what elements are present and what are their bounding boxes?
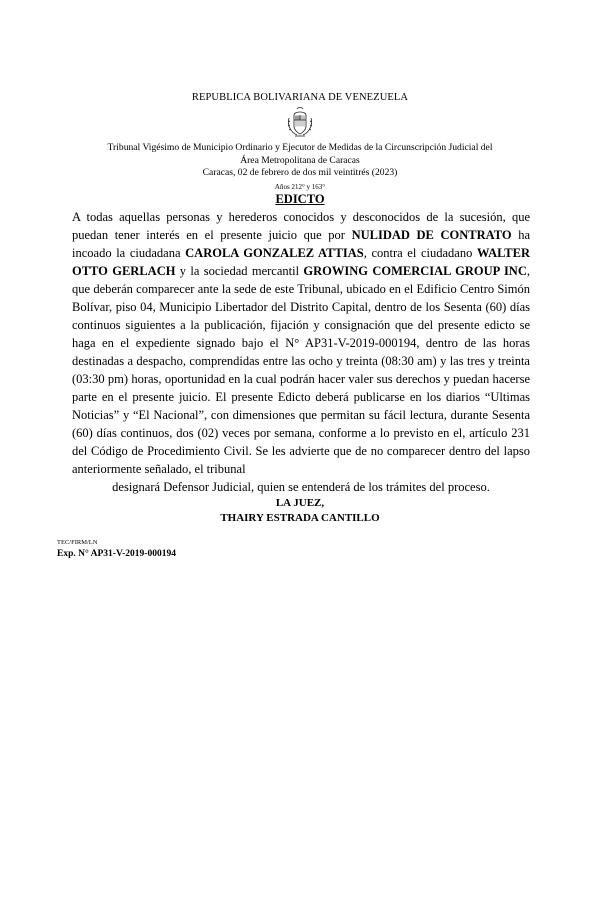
body-text-4: y la sociedad mercantil	[175, 264, 304, 278]
judge-role: LA JUEZ,	[275, 497, 325, 509]
body-text-1: A todas aquellas personas y herederos conocidos y desconocidos de la sucesión, que puedan tener interés en el presente juicio que por	[72, 210, 530, 242]
document-title: EDICTO	[275, 192, 325, 206]
initials: TEC/FIRM/LN	[57, 539, 98, 546]
tribunal-heading	[70, 142, 530, 180]
defendant-name: WALTER OTTO GERLACH	[72, 246, 531, 278]
expediente-number: Exp. N° AP31-V-2019-000194	[57, 549, 176, 559]
plaintiff-name: CAROLA GONZALEZ ATTIAS	[185, 246, 364, 260]
tribunal-line-1: Tribunal Vigésimo de Municipio Ordinario y Ejecutor de Medidas de la Circunscripción Judicial del	[107, 142, 493, 153]
company-name: GROWING COMERCIAL GROUP INC	[303, 264, 527, 278]
body-text-5: , que deberán comparecer ante la sede de este Tribunal, ubicado en el Edificio Centro Simón Bolívar, piso 04, Municipio Libertador del Distrito Capital, dentro de los Sesenta (60) días continuos siguientes a la publicación, fijación y consignación que del presente edicto se haga en el expediente signado bajo el N° AP31-V-2019-000194, dentro de las horas destinadas a despacho, comprendidas entre las ocho y treinta (08:30 am) y las tres y treinta (03:30 pm) horas, oportunidad en la cual podrán hacer valer sus derechos y puedan hacerse parte en el presente juicio. El presente Edicto deberá publicarse en los diarios “Ultimas Noticias” y “El Nacional”, con dimensiones que permitan su fácil lectura, durante Sesenta (60) días continuos, dos (02) veces por semana, conforme a lo previsto en el, artículo 231 del Código de Procedimiento Civil. Se les advierte que de no comparecer dentro del lapso anteriormente señalado, el tribunal	[72, 264, 530, 476]
signature-block	[0, 496, 600, 526]
tribunal-line-2: Área Metropolitana de Caracas	[240, 154, 360, 166]
anos-line: Años 212° y 163°	[274, 183, 326, 191]
judge-name: THAIRY ESTRADA CANTILLO	[220, 512, 380, 524]
republica-heading: REPUBLICA BOLIVARIANA DE VENEZUELA	[191, 92, 409, 103]
body-text-3: , contra el ciudadano	[363, 246, 477, 260]
date-line: Caracas, 02 de febrero de dos mil veintitrés (2023)	[202, 167, 398, 178]
body-last-line: designará Defensor Judicial, quien se entenderá de los trámites del proceso.	[112, 480, 490, 494]
coat-of-arms-icon	[285, 106, 315, 138]
edicto-body	[72, 208, 530, 496]
case-type: NULIDAD DE CONTRATO	[351, 228, 512, 242]
body-text-2: ha incoado la ciudadana	[72, 228, 530, 260]
